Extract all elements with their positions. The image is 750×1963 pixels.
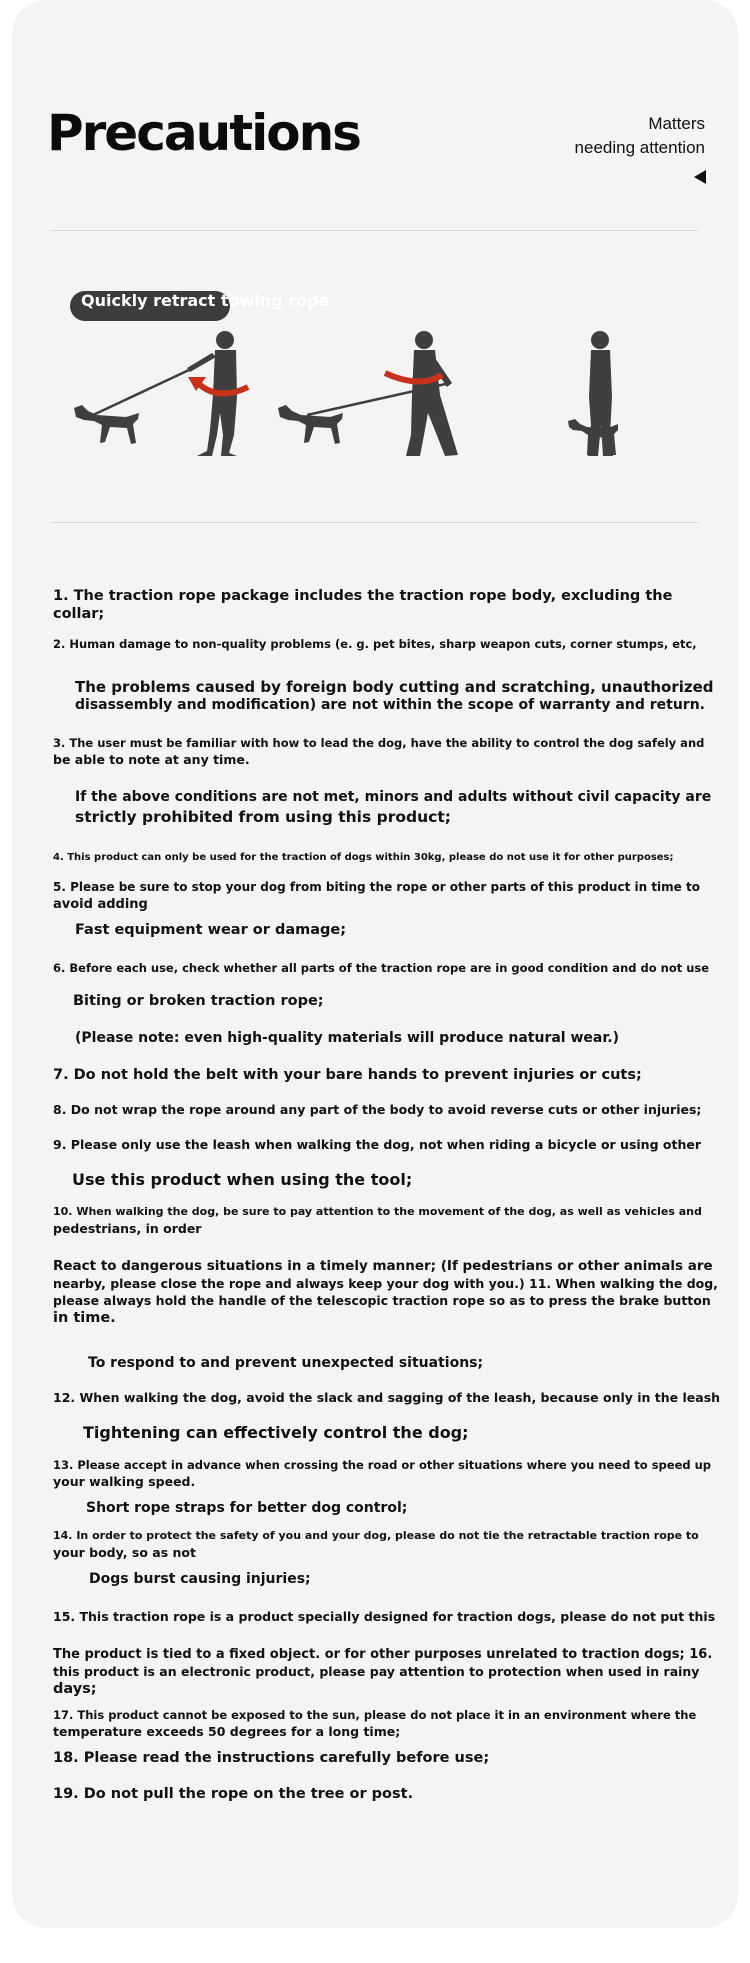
person-head-icon bbox=[216, 331, 234, 349]
note-11-cont: To respond to and prevent unexpected situations; bbox=[88, 1355, 484, 1371]
note-5: 5. Please be sure to stop your dog from biting the rope or other parts of this product in time to bbox=[53, 880, 700, 894]
scene-retracted-leash bbox=[568, 331, 618, 456]
note-2-cont-2: disassembly and modification) are not within the scope of warranty and return. bbox=[75, 697, 705, 713]
note-17: 17. This product cannot be exposed to the sun, please do not place it in an environment where the bbox=[53, 1708, 697, 1722]
note-10-cont-2: nearby, please close the rope and always keep your dog with you.) 11. When walking the dog, bbox=[53, 1276, 718, 1291]
note-10-cont: pedestrians, in order bbox=[53, 1221, 202, 1236]
divider-bottom bbox=[50, 522, 698, 523]
note-8: 8. Do not wrap the rope around any part of the body to avoid reverse cuts or other injuries; bbox=[53, 1102, 702, 1117]
note-15-cont-3: days; bbox=[53, 1681, 97, 1697]
note-5-cont-1: Fast equipment wear or damage; bbox=[75, 922, 347, 938]
note-10-cont-4: in time. bbox=[53, 1310, 116, 1326]
note-15: 15. This traction rope is a product specially designed for traction dogs, please do not put this bbox=[53, 1609, 716, 1624]
note-6-cont-1: Biting or broken traction rope; bbox=[73, 993, 324, 1009]
dog-walking-illustration bbox=[60, 325, 640, 465]
note-6-cont-2: (Please note: even high-quality materials will produce natural wear.) bbox=[75, 1030, 619, 1046]
note-14: 14. In order to protect the safety of you and your dog, please do not tie the retractable traction rope to bbox=[53, 1529, 699, 1542]
retract-label-text: Quickly retract towing rope bbox=[81, 291, 330, 310]
note-1: 1. The traction rope package includes the traction rope body, excluding the bbox=[53, 588, 673, 604]
note-4: 4. This product can only be used for the traction of dogs within 30kg, please do not use it for other purposes; bbox=[53, 852, 674, 863]
note-9-cont: Use this product when using the tool; bbox=[72, 1170, 413, 1189]
divider-top bbox=[50, 230, 698, 231]
note-5-cont: avoid adding bbox=[53, 897, 148, 912]
leash-line bbox=[93, 370, 189, 415]
note-15-cont-2: this product is an electronic product, please pay attention to protection when used in rainy bbox=[53, 1664, 700, 1679]
matters-line-2: needing attention bbox=[574, 138, 705, 157]
note-12-cont: Tightening can effectively control the dog; bbox=[83, 1423, 469, 1442]
note-1-cont: collar; bbox=[53, 606, 105, 622]
person-body-icon bbox=[197, 350, 237, 456]
matters-line-1: Matters bbox=[648, 114, 705, 133]
note-3-cont-1: If the above conditions are not met, minors and adults without civil capacity are bbox=[75, 789, 712, 805]
triangle-left-icon bbox=[694, 170, 706, 184]
note-14-cont: your body, so as not bbox=[53, 1545, 196, 1560]
scene-retracting-leash bbox=[278, 331, 458, 456]
note-2: 2. Human damage to non-quality problems (e. g. pet bites, sharp weapon cuts, corner stumps, etc, bbox=[53, 637, 697, 651]
note-14-cont-1: Dogs burst causing injuries; bbox=[89, 1571, 311, 1587]
note-13-cont: your walking speed. bbox=[53, 1474, 196, 1489]
note-3: 3. The user must be familiar with how to lead the dog, have the ability to control the dog safely and bbox=[53, 736, 705, 750]
note-10: 10. When walking the dog, be sure to pay attention to the movement of the dog, as well as vehicles and bbox=[53, 1205, 702, 1218]
dog-icon bbox=[74, 405, 139, 444]
note-9: 9. Please only use the leash when walking the dog, not when riding a bicycle or using other bbox=[53, 1137, 701, 1152]
note-19: 19. Do not pull the rope on the tree or post. bbox=[53, 1786, 414, 1802]
note-7: 7. Do not hold the belt with your bare hands to prevent injuries or cuts; bbox=[53, 1067, 642, 1083]
note-13-cont-1: Short rope straps for better dog control; bbox=[86, 1500, 408, 1516]
note-10-cont-1: React to dangerous situations in a timely manner; (If pedestrians or other animals are bbox=[53, 1258, 713, 1274]
page-title: Precautions bbox=[47, 104, 360, 162]
note-12: 12. When walking the dog, avoid the slack and sagging of the leash, because only in the leash bbox=[53, 1390, 721, 1405]
note-13: 13. Please accept in advance when crossing the road or other situations where you need to speed up bbox=[53, 1458, 712, 1472]
note-3-cont-2: strictly prohibited from using this product; bbox=[75, 808, 451, 826]
person-arm-icon bbox=[187, 353, 216, 372]
matters-heading bbox=[575, 112, 705, 160]
note-15-cont-1: The product is tied to a fixed object. or for other purposes unrelated to traction dogs; 16. bbox=[53, 1647, 713, 1662]
note-17-cont: temperature exceeds 50 degrees for a long time; bbox=[53, 1724, 401, 1739]
note-6: 6. Before each use, check whether all parts of the traction rope are in good condition and do not use bbox=[53, 961, 710, 975]
note-3-cont: be able to note at any time. bbox=[53, 752, 250, 767]
note-18: 18. Please read the instructions carefully before use; bbox=[53, 1750, 490, 1766]
note-10-cont-3: please always hold the handle of the telescopic traction rope so as to press the brake button bbox=[53, 1293, 711, 1308]
note-2-cont-1: The problems caused by foreign body cutting and scratching, unauthorized bbox=[75, 678, 714, 696]
